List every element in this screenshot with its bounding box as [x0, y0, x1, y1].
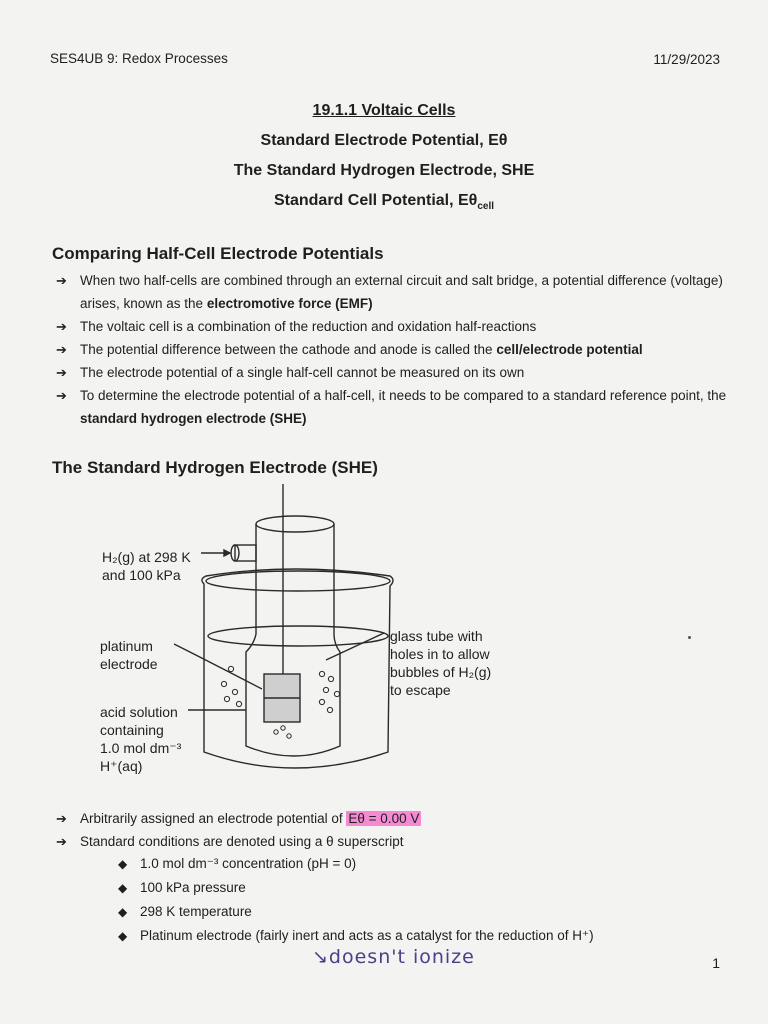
label-h2-gas: [102, 548, 191, 584]
glass-tube-top: [256, 516, 334, 532]
stray-mark: [688, 636, 691, 639]
page-number: 1: [712, 955, 720, 971]
sub-bullet-text: 298 K temperature: [140, 904, 252, 919]
section-heading-she: The Standard Hydrogen Electrode (SHE): [52, 458, 378, 477]
label-line: acid solution: [100, 704, 178, 720]
arrow-icon: ➔: [56, 365, 67, 380]
date: 11/29/2023: [653, 52, 720, 67]
list-item: [56, 315, 736, 338]
bullet-text: The electrode potential of a single half-cell cannot be measured on its own: [80, 365, 525, 380]
title-cell-subscript: cell: [477, 201, 495, 213]
bullet-bold-text: electromotive force (EMF): [206, 296, 373, 311]
arrow-icon: ➔: [56, 273, 67, 288]
bullet-text: Arbitrarily assigned an electrode potential of: [80, 811, 347, 826]
arrow-icon: ➔: [56, 342, 67, 357]
label-acid-solution: [100, 703, 181, 775]
sub-bullet-text: Platinum electrode (fairly inert and acts as a catalyst for the reduction of H⁺): [140, 928, 594, 943]
list-item: [118, 924, 718, 948]
list-item: [118, 876, 718, 900]
label-line: holes in to allow: [390, 646, 490, 662]
title-block: [0, 96, 768, 222]
diamond-bullet-icon: ◆: [118, 881, 128, 895]
title-cell-potential-text: Standard Cell Potential, Eθ: [273, 192, 478, 209]
label-line: H₂(g) at 298 K: [102, 549, 191, 565]
bullet-bold-text: cell/electrode potential: [496, 342, 643, 357]
list-item: [56, 361, 736, 384]
sub-bullet-text: 1.0 mol dm⁻³ concentration (pH = 0): [140, 856, 357, 871]
label-platinum-electrode: [100, 637, 158, 673]
label-line: and 100 kPa: [102, 567, 181, 583]
bullet-text: When two half-cells are combined through an external circuit and salt bridge, a potential difference (voltage) arises, known as the: [80, 273, 723, 311]
label-line: glass tube with: [390, 628, 483, 644]
bullet-bold-text: standard hydrogen electrode (SHE): [80, 411, 307, 426]
bullet-text: The voltaic cell is a combination of the reduction and oxidation half-reactions: [80, 319, 537, 334]
list-item: [118, 900, 718, 924]
label-line: electrode: [100, 656, 158, 672]
she-bullet-list: [56, 807, 736, 853]
label-glass-tube: [390, 627, 491, 699]
arrow-icon: ➔: [56, 388, 67, 403]
section-heading-comparing: Comparing Half-Cell Electrode Potentials: [52, 244, 384, 263]
list-item: [118, 852, 718, 876]
highlighted-value: Eθ = 0.00 V: [348, 811, 420, 826]
list-item: [56, 830, 736, 853]
title-standard-cell-potential: [0, 186, 768, 222]
arrow-icon: ➔: [56, 811, 67, 826]
title-standard-electrode-potential: Standard Electrode Potential, Eθ: [260, 132, 508, 149]
list-item: [56, 384, 736, 430]
label-line: H⁺(aq): [100, 758, 143, 774]
pointer-platinum: [174, 644, 262, 689]
standard-conditions-list: [118, 852, 718, 948]
label-line: containing: [100, 722, 164, 738]
title-voltaic-cells: 19.1.1 Voltaic Cells: [312, 102, 456, 119]
list-item: [56, 269, 736, 315]
list-item: [56, 338, 736, 361]
bullet-text: Standard conditions are denoted using a θ superscript: [80, 834, 404, 849]
label-line: platinum: [100, 638, 153, 654]
sub-bullet-text: 100 kPa pressure: [140, 880, 246, 895]
beaker-rim: [206, 571, 390, 591]
label-line: 1.0 mol dm⁻³: [100, 740, 182, 756]
bullet-text: The potential difference between the cathode and anode is called the: [80, 342, 497, 357]
course-header: SES4UB 9: Redox Processes: [50, 51, 228, 66]
diamond-bullet-icon: ◆: [118, 905, 128, 919]
arrow-icon: ➔: [56, 319, 67, 334]
comparing-bullet-list: [56, 269, 736, 430]
bullet-text: To determine the electrode potential of a half-cell, it needs to be compared to a standard reference point, the: [80, 388, 727, 403]
label-line: bubbles of H₂(g): [390, 664, 492, 680]
arrow-icon: ➔: [56, 834, 67, 849]
diamond-bullet-icon: ◆: [118, 857, 128, 871]
title-she: The Standard Hydrogen Electrode, SHE: [233, 162, 535, 179]
list-item: [56, 807, 736, 830]
diamond-bullet-icon: ◆: [118, 929, 128, 943]
label-line: to escape: [390, 682, 451, 698]
beaker-outline: [202, 569, 393, 768]
handwritten-note: ↘doesn't ionize: [312, 946, 475, 968]
